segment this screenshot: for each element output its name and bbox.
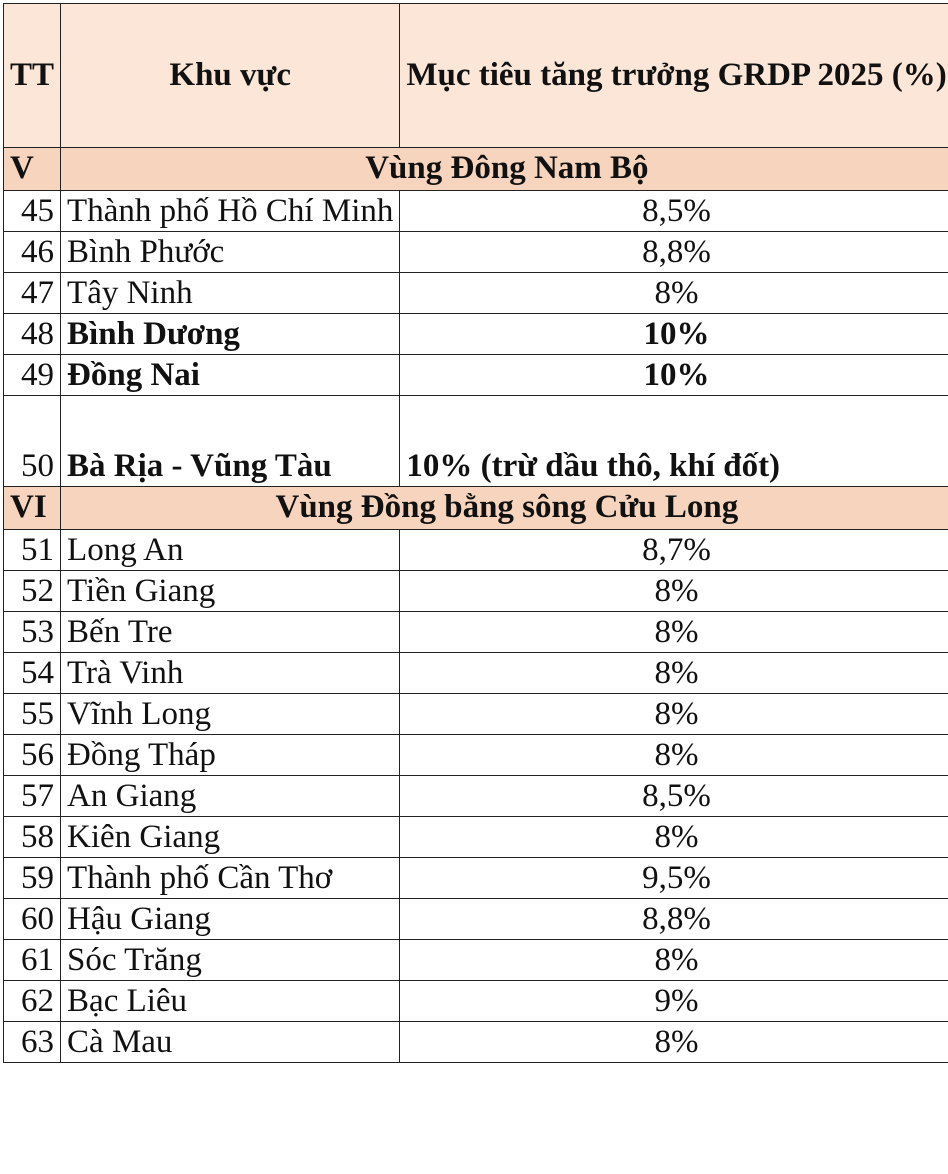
region-code: V — [4, 148, 61, 191]
table-row — [4, 191, 948, 232]
province-name: Trà Vinh — [61, 653, 400, 694]
row-number: 47 — [4, 273, 61, 314]
table-row — [4, 817, 948, 858]
table-row — [4, 314, 948, 355]
growth-target: 9% — [400, 981, 948, 1022]
table-header — [4, 4, 948, 148]
growth-target: 8% — [400, 735, 948, 776]
header-target: Mục tiêu tăng trưởng GRDP 2025 (%) — [400, 4, 948, 148]
growth-target: 8,8% — [400, 899, 948, 940]
growth-target: 8% — [400, 273, 948, 314]
province-name: An Giang — [61, 776, 400, 817]
row-number: 52 — [4, 571, 61, 612]
table-row — [4, 735, 948, 776]
row-number: 46 — [4, 232, 61, 273]
row-number: 50 — [4, 396, 61, 487]
province-name: Thành phố Hồ Chí Minh — [61, 191, 400, 232]
region-row — [4, 148, 948, 191]
row-number: 49 — [4, 355, 61, 396]
table-row — [4, 355, 948, 396]
province-name: Tiền Giang — [61, 571, 400, 612]
table-row — [4, 612, 948, 653]
growth-target: 8% — [400, 817, 948, 858]
row-number: 45 — [4, 191, 61, 232]
header-tt: TT — [4, 4, 61, 148]
table-row — [4, 776, 948, 817]
row-number: 56 — [4, 735, 61, 776]
province-name: Bạc Liêu — [61, 981, 400, 1022]
table-row — [4, 981, 948, 1022]
growth-target: 8,5% — [400, 776, 948, 817]
province-name: Bến Tre — [61, 612, 400, 653]
province-name: Đồng Nai — [61, 355, 400, 396]
growth-target: 8,7% — [400, 530, 948, 571]
row-number: 61 — [4, 940, 61, 981]
table-body — [4, 148, 948, 1063]
table-row — [4, 273, 948, 314]
growth-target: 8% — [400, 571, 948, 612]
row-number: 54 — [4, 653, 61, 694]
row-number: 53 — [4, 612, 61, 653]
table-row — [4, 530, 948, 571]
province-name: Sóc Trăng — [61, 940, 400, 981]
row-number: 51 — [4, 530, 61, 571]
row-number: 58 — [4, 817, 61, 858]
region-row — [4, 487, 948, 530]
region-name: Vùng Đồng bằng sông Cửu Long — [61, 487, 948, 530]
region-name: Vùng Đông Nam Bộ — [61, 148, 948, 191]
growth-target: 8% — [400, 940, 948, 981]
row-number: 62 — [4, 981, 61, 1022]
table-row — [4, 858, 948, 899]
province-name: Long An — [61, 530, 400, 571]
row-number: 63 — [4, 1022, 61, 1063]
province-name: Vĩnh Long — [61, 694, 400, 735]
table-row — [4, 232, 948, 273]
table-row — [4, 694, 948, 735]
row-number: 60 — [4, 899, 61, 940]
growth-target: 8% — [400, 1022, 948, 1063]
growth-target: 8% — [400, 694, 948, 735]
province-name: Bình Phước — [61, 232, 400, 273]
grdp-target-table — [3, 3, 948, 1063]
table-row — [4, 653, 948, 694]
table-row — [4, 396, 948, 487]
province-name: Đồng Tháp — [61, 735, 400, 776]
growth-target: 9,5% — [400, 858, 948, 899]
table-row — [4, 940, 948, 981]
province-name: Kiên Giang — [61, 817, 400, 858]
header-area: Khu vực — [61, 4, 400, 148]
row-number: 48 — [4, 314, 61, 355]
growth-target: 8% — [400, 612, 948, 653]
province-name: Hậu Giang — [61, 899, 400, 940]
province-name: Thành phố Cần Thơ — [61, 858, 400, 899]
province-name: Bình Dương — [61, 314, 400, 355]
province-name: Cà Mau — [61, 1022, 400, 1063]
growth-target: 8,8% — [400, 232, 948, 273]
growth-target: 10% (trừ dầu thô, khí đốt) — [400, 396, 948, 487]
region-code: VI — [4, 487, 61, 530]
province-name: Tây Ninh — [61, 273, 400, 314]
growth-target: 10% — [400, 314, 948, 355]
row-number: 59 — [4, 858, 61, 899]
row-number: 55 — [4, 694, 61, 735]
table-row — [4, 571, 948, 612]
growth-target: 8,5% — [400, 191, 948, 232]
table-row — [4, 899, 948, 940]
row-number: 57 — [4, 776, 61, 817]
growth-target: 8% — [400, 653, 948, 694]
growth-target: 10% — [400, 355, 948, 396]
province-name: Bà Rịa - Vũng Tàu — [61, 396, 400, 487]
table-row — [4, 1022, 948, 1063]
header-row — [4, 4, 948, 148]
